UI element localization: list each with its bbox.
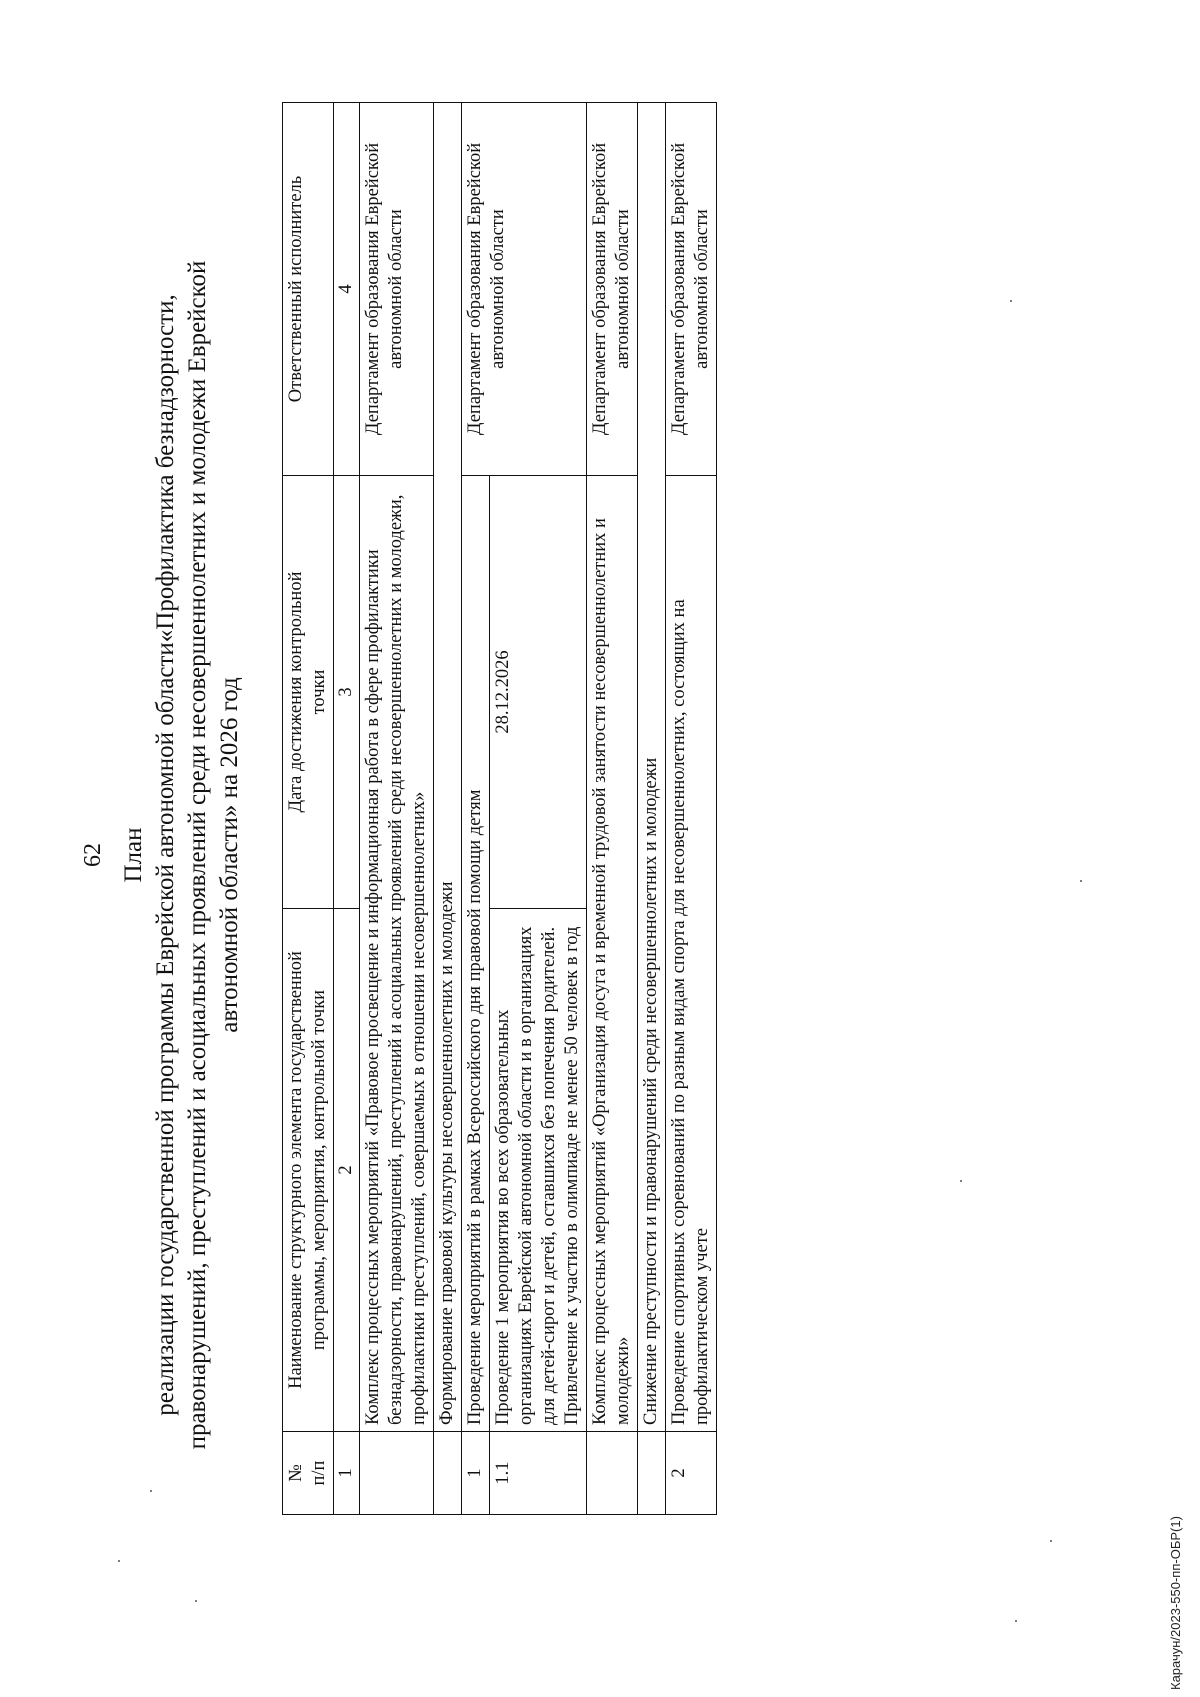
executor-cell: Департамент образования Еврейской автономной области bbox=[462, 103, 587, 476]
date-cell: 28.12.2026 bbox=[490, 476, 587, 909]
executor-cell: Департамент образования Еврейской автономной области bbox=[587, 103, 638, 476]
row-number bbox=[587, 1432, 638, 1515]
table-row bbox=[666, 103, 717, 1515]
table-row bbox=[462, 103, 490, 1515]
page-number: 62 bbox=[80, 843, 106, 867]
header-name: Наименование структурного элемента государственной программы, мероприятия, контрольной точки bbox=[283, 909, 334, 1432]
control-point-text: Привлечение к участию в олимпиаде не менее 50 человек в год bbox=[562, 926, 582, 1425]
table-row bbox=[360, 103, 434, 1515]
header-executor: Ответственный исполнитель bbox=[283, 103, 334, 476]
column-number: 1 bbox=[334, 1432, 360, 1515]
title-line: автономной области» на 2026 год bbox=[216, 677, 243, 1033]
row-number bbox=[360, 1432, 434, 1515]
table-row bbox=[434, 103, 462, 1515]
title-heading: План bbox=[120, 827, 147, 883]
complex-events-2: Комплекс процессных мероприятий «Организация досуга и временной трудовой занятости несовершеннолетних и молодежи» bbox=[587, 476, 638, 1432]
complex-events-1: Комплекс процессных мероприятий «Правовое просвещение и информационная работа в сфере профилактики безнадзорности, правонарушений, преступлений и асоциальных проявлений среди несовершеннолетних и молодежи, профилактики преступлений, совершаемых в отношении несовершеннолетних» bbox=[360, 476, 434, 1432]
scan-speck bbox=[1050, 1540, 1052, 1542]
row-number: 2 bbox=[666, 1432, 717, 1515]
row-number bbox=[638, 1432, 666, 1515]
column-number: 3 bbox=[334, 476, 360, 909]
executor-cell: Департамент образования Еврейской автономной области bbox=[360, 103, 434, 476]
column-number-row bbox=[334, 103, 360, 1515]
row-number bbox=[434, 1432, 462, 1515]
title-line: реализации государственной программы Еврейской автономной области«Профилактика безнадзорности, bbox=[152, 294, 179, 1416]
event-cell: Проведение мероприятий в рамках Всероссийского дня правовой помощи детям bbox=[462, 476, 490, 1432]
task-row: Снижение преступности и правонарушений среди несовершеннолетних и молодежи bbox=[638, 103, 666, 1432]
column-number: 2 bbox=[334, 909, 360, 1432]
plan-table bbox=[282, 102, 717, 1515]
column-number: 4 bbox=[334, 103, 360, 476]
executor-cell: Департамент образования Еврейской автономной области bbox=[666, 103, 717, 476]
scan-speck bbox=[1010, 300, 1012, 302]
table-row bbox=[587, 103, 638, 1515]
task-row: Формирование правовой культуры несовершеннолетних и молодежи bbox=[434, 103, 462, 1432]
control-point-cell bbox=[490, 909, 587, 1432]
table-row bbox=[638, 103, 666, 1515]
event-cell: Проведение спортивных соревнований по разным видам спорта для несовершеннолетних, состоящих на профилактическом учете bbox=[666, 476, 717, 1432]
scan-speck bbox=[960, 1180, 962, 1182]
header-date: Дата достижения контрольной точки bbox=[283, 476, 334, 909]
row-number: 1.1 bbox=[490, 1432, 587, 1515]
control-point-text: Проведение 1 мероприятия во всех образовательных организациях Еврейской автономной области и в организациях для детей-сирот и детей, оставшихся без попечения родителей. bbox=[493, 926, 559, 1425]
scan-speck bbox=[1080, 880, 1082, 882]
rotated-document-page bbox=[60, 75, 1140, 1635]
title-line: правонарушений, преступлений и асоциальных проявлений среди несовершеннолетних и молодежи Еврейской bbox=[184, 260, 211, 1450]
row-number: 1 bbox=[462, 1432, 490, 1515]
document-code: Карачун/2023-550-пп-ОБР(1) bbox=[1168, 1516, 1183, 1690]
scan-speck bbox=[1015, 1620, 1017, 1622]
scan-speck bbox=[118, 1560, 120, 1562]
table-header-row bbox=[283, 103, 334, 1515]
scan-speck bbox=[195, 1600, 197, 1602]
header-number: № п/п bbox=[283, 1432, 334, 1515]
scan-speck bbox=[150, 1490, 152, 1492]
document-title bbox=[118, 175, 246, 1535]
